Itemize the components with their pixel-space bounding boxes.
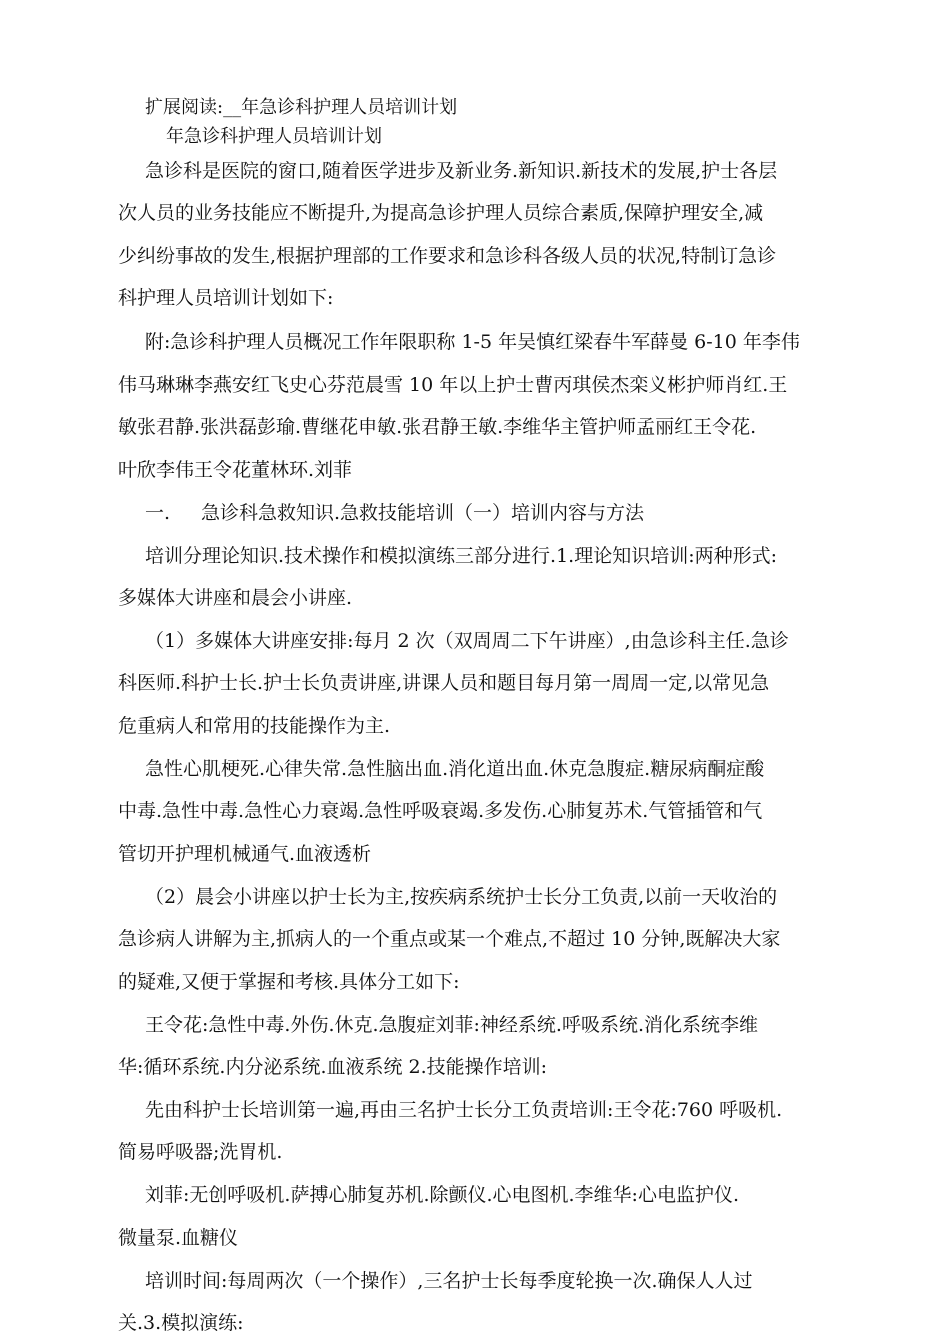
equipment-line: 刘菲:无创呼吸机.萨搏心肺复苏机.除颤仪.心电图机.李维华:心电监护仪. [145,1184,740,1206]
section-number: 一. [145,502,171,524]
morning-lecture-line: 的疑难,又便于掌握和考核.具体分工如下: [118,971,460,993]
extended-reading-heading: 扩展阅读:__年急诊科护理人员培训计划 [145,97,458,118]
intro-line: 次人员的业务技能应不断提升,为提高急诊护理人员综合素质,保障护理安全,减 [118,202,764,224]
appendix-line: 叶欣李伟王令花董林环.刘菲 [118,459,353,481]
skill-training-line: 先由科护士长培训第一遍,再由三名护士长分工负责培训:王令花:760 呼吸机. [145,1099,783,1121]
lecture-topics-line: 急性心肌梗死.心律失常.急性脑出血.消化道出血.休克急腹症.糖尿病酮症酸 [145,758,765,780]
section-title: 急诊科急救知识.急救技能培训（一）培训内容与方法 [201,502,645,524]
appendix-line: 附:急诊科护理人员概况工作年限职称 1-5 年吴慎红梁春牛军薛曼 6-10 年李伟 [145,331,800,353]
skill-training-line: 简易呼吸器;洗胃机. [118,1141,283,1163]
division-line: 王令花:急性中毒.外伤.休克.急腹症刘菲:神经系统.呼吸系统.消化系统李维 [145,1014,759,1036]
lecture-topics-line: 管切开护理机械通气.血液透析 [118,843,372,865]
appendix-line: 伟马琳琳李燕安红飞史心芬范晨雪 10 年以上护士曹丙琪侯杰栾义彬护师肖红.王 [118,374,788,396]
lecture-schedule-line: 科医师.科护士长.护士长负责讲座,讲课人员和题目每月第一周周一定,以常见急 [118,672,770,694]
training-parts-line: 培训分理论知识.技术操作和模拟演练三部分进行.1.理论知识培训:两种形式: [145,545,778,567]
section-heading [145,500,644,526]
lecture-topics-line: 中毒.急性中毒.急性心力衰竭.急性呼吸衰竭.多发伤.心肺复苏术.气管插管和气 [118,800,763,822]
division-line: 华:循环系统.内分泌系统.血液系统 2.技能操作培训: [118,1056,548,1078]
lecture-schedule-line: （1）多媒体大讲座安排:每月 2 次（双周周二下午讲座）,由急诊科主任.急诊 [145,630,789,652]
training-parts-line: 多媒体大讲座和晨会小讲座. [118,587,353,609]
intro-line: 科护理人员培训计划如下: [118,287,334,309]
schedule-line: 关.3.模拟演练: [118,1312,244,1334]
appendix-line: 敏张君静.张洪磊彭瑜.曹继花申敏.张君静王敏.李维华主管护师孟丽红王令花. [118,416,757,438]
morning-lecture-line: 急诊病人讲解为主,抓病人的一个重点或某一个难点,不超过 10 分钟,既解决大家 [118,928,781,950]
morning-lecture-line: （2）晨会小讲座以护士长为主,按疾病系统护士长分工负责,以前一天收治的 [145,886,778,908]
intro-line: 急诊科是医院的窗口,随着医学进步及新业务.新知识.新技术的发展,护士各层 [145,160,778,182]
lecture-schedule-line: 危重病人和常用的技能操作为主. [118,715,391,737]
document-title: 年急诊科护理人员培训计划 [166,126,382,147]
intro-line: 少纠纷事故的发生,根据护理部的工作要求和急诊科各级人员的状况,特制订急诊 [118,245,777,267]
schedule-line: 培训时间:每周两次（一个操作）,三名护士长每季度轮换一次.确保人人过 [145,1270,753,1292]
equipment-line: 微量泵.血糖仪 [118,1227,239,1249]
